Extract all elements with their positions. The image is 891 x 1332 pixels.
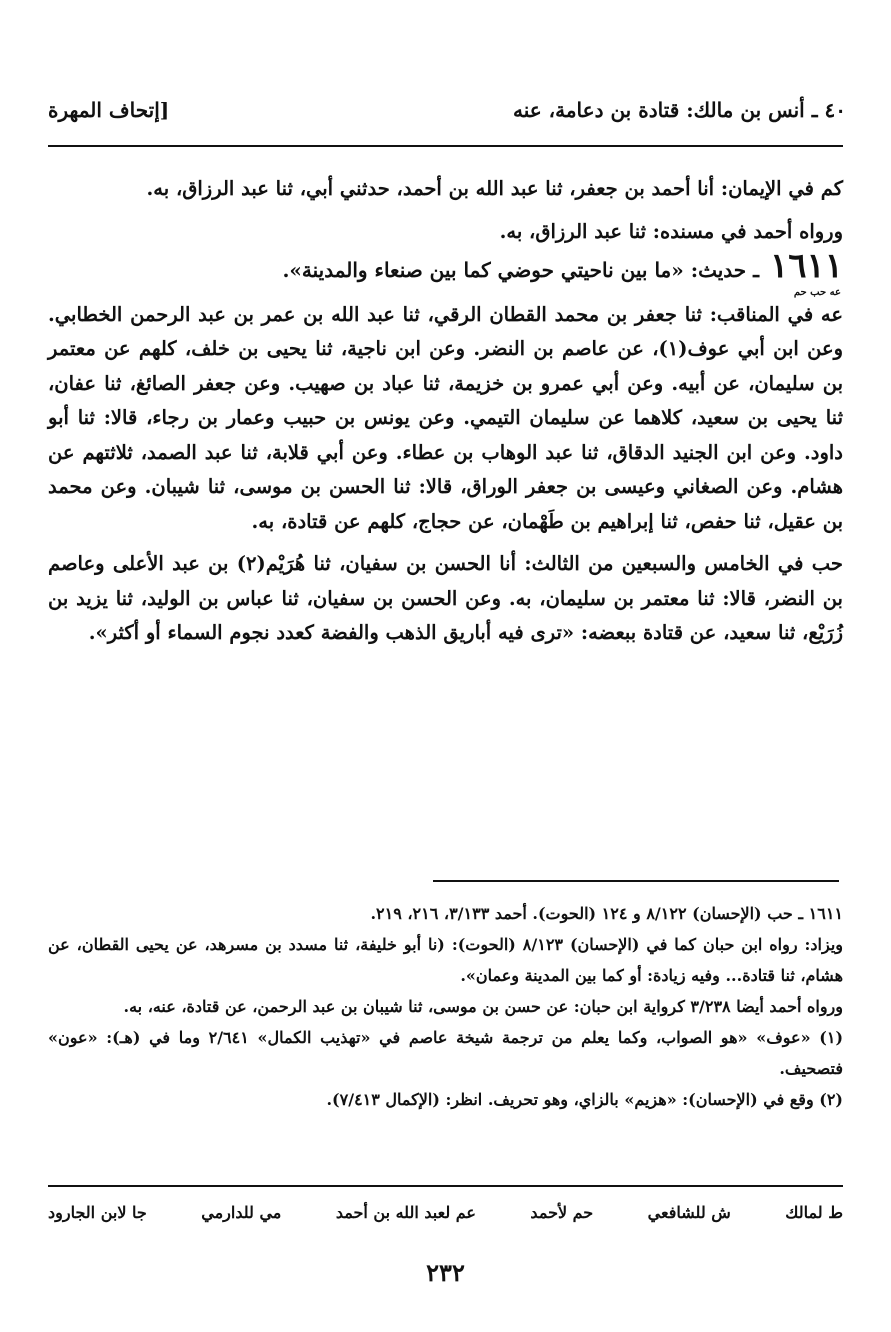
abbr-item: جا لابن الجارود <box>48 1203 147 1222</box>
page-number: ٢٣٢ <box>426 1258 465 1287</box>
footnote-4: (١) «عوف» «هو الصواب، وكما يعلم من ترجمة شيخة عاصم في «تهذيب الكمال» ٢/٦٤١ وما في (هـ): «عون» فتصحيف. <box>48 1028 844 1078</box>
running-title: ٤٠ ـ أنس بن مالك: قتادة بن دعامة، عنه <box>513 98 846 122</box>
hadith-number: ١٦١١ <box>769 246 843 286</box>
paragraph-3: عه في المناقب: ثنا جعفر بن محمد القطان الرقي، ثنا عبد الله بن عمر بن عبد الرحمن الخطابي. وعن ابن أبي عوف(١)، عن عاصم بن النضر. وعن ابن ناجية، ثنا يحيى بن خلف، كلهم عن معتمر بن سليمان، عن أبيه. وعن أبي عمرو بن خزيمة، ثنا عباد بن صهيب. وعن جعفر الصائغ، ثنا عفان، ثنا يحيى بن سعيد، كلاهما عن سليمان التيمي. وعن يونس بن حبيب وعمار بن رجاء، قالا: ثنا أبو داود. وعن ابن الجنيد الدقاق، ثنا عبد الوهاب بن عطاء. وعن أبي قلابة، ثنا عبد الصمد، ثلاثتهم عن هشام. وعن الصغاني وعيسى بن جعفر الوراق، قالا: ثنا الحسن بن موسى، ثنا شيبان. وعن محمد بن عقيل، ثنا حفص، ثنا إبراهيم بن طَهْمان، عن حجاج، كلهم عن قتادة، به. <box>48 302 844 533</box>
footnote-5: (٢) وقع في (الإحسان): «هزيم» بالزاي، وهو تحريف. انظر: (الإكمال ٧/٤١٣). <box>326 1090 843 1109</box>
paragraph-4: حب في الخامس والسبعين من الثالث: أنا الحسن بن سفيان، ثنا هُرَيْم(٢) بن عبد الأعلى وعاصم بن النضر، قالا: ثنا معتمر بن سليمان، به. وعن الحسن بن سفيان، ثنا عباس بن الوليد، ثنا يزيد بن زُرَيْع، ثنا سعيد، عن قتادة ببعضه: «ترى فيه أباريق الذهب والفضة كعدد نجوم السماء أو أكثر». <box>48 552 843 644</box>
paragraph-1: كم في الإيمان: أنا أحمد بن جعفر، ثنا عبد الله بن أحمد، حدثني أبي، ثنا عبد الرزاق، به. <box>146 177 843 200</box>
footnote-1: ١٦١١ ـ حب (الإحسان) ٨/١٢٢ و ١٢٤ (الحوت). أحمد ٣/١٣٣، ٢١٦، ٢١٩. <box>370 904 843 923</box>
footnotes <box>48 898 843 1115</box>
footnote-divider <box>433 880 839 882</box>
abbreviations-divider <box>48 1185 843 1187</box>
footnote-2: ويزاد: رواه ابن حبان كما في (الإحسان) ٨/١٢٣ (الحوت): (نا أبو خليفة، ثنا مسدد بن مسرهد، عن يحيى القطان، عن هشام، ثنا قتادة... وفيه زيادة: أو كما بين المدينة وعمان». <box>48 935 843 985</box>
hadith-title: ـ حديث: «ما بين ناحيتي حوضي كما بين صنعاء والمدينة». <box>282 258 759 282</box>
book-title: [إتحاف المهرة <box>48 98 170 122</box>
abbr-item: حم لأحمد <box>530 1203 594 1222</box>
footnote-3: ورواه أحمد أيضا ٣/٢٣٨ كرواية ابن حبان: عن حسن بن موسى، ثنا شيبان بن عبد الرحمن، عن قتادة، عنه، به. <box>123 997 843 1016</box>
main-text <box>48 172 843 651</box>
abbr-item: ش للشافعي <box>647 1203 731 1222</box>
paragraph-2: ورواه أحمد في مسنده: ثنا عبد الرزاق، به. <box>499 219 843 243</box>
abbr-item: ط لمالك <box>785 1203 843 1222</box>
header-divider <box>48 145 843 147</box>
hadith-heading <box>48 246 843 288</box>
abbr-item: مي للدارمي <box>201 1203 282 1222</box>
abbreviations-legend <box>48 1203 843 1222</box>
margin-note: عه حب حم <box>793 286 841 298</box>
abbr-item: عم لعبد الله بن أحمد <box>335 1203 476 1222</box>
page-header <box>48 92 846 128</box>
